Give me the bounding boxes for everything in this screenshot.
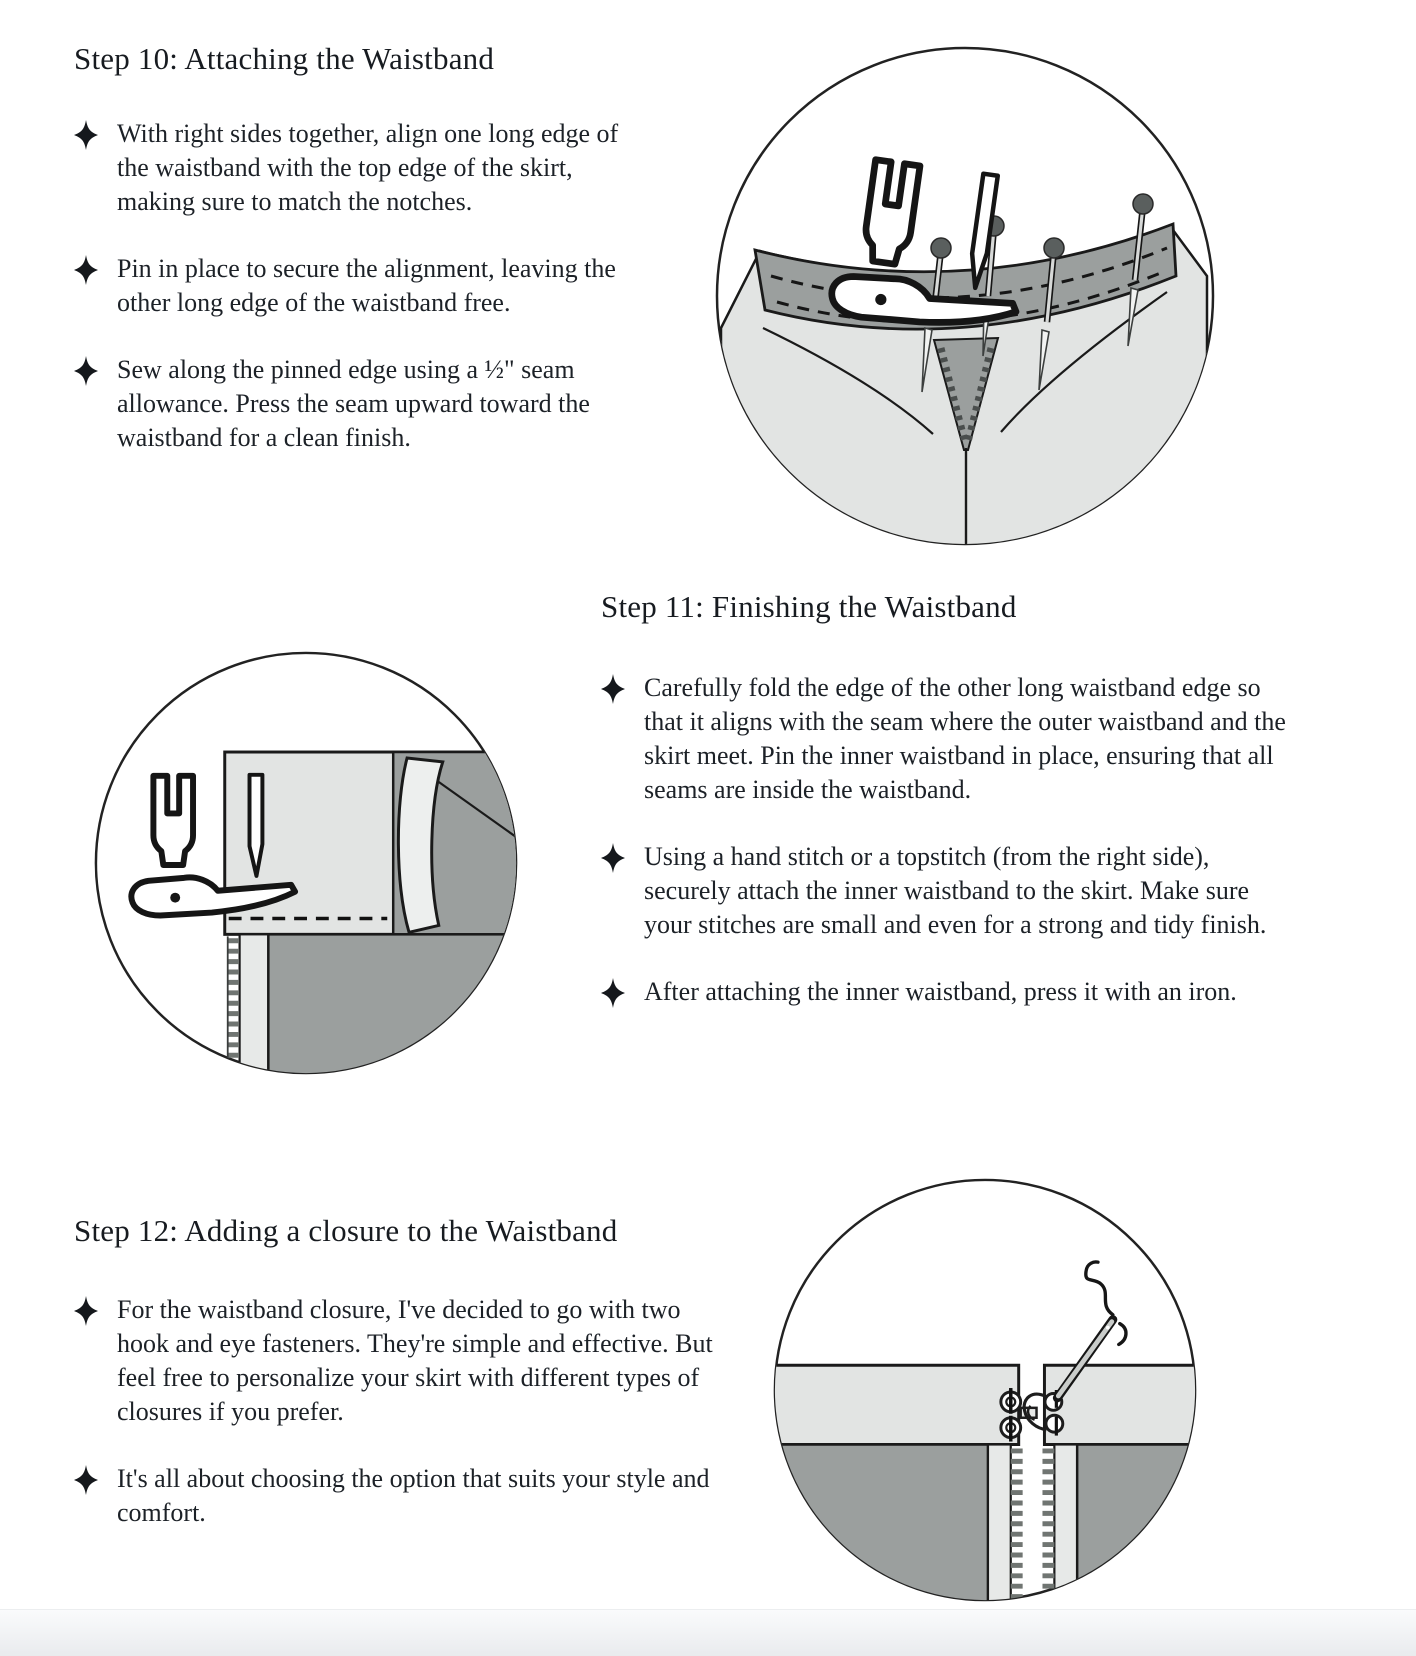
bullet-item [74,117,634,219]
bullet-item [601,671,1301,807]
bullet-text: Pin in place to secure the alignment, leaving the other long edge of the waistband free. [117,254,616,318]
bullet-text: With right sides together, align one long edge of the waistband with the top edge of the skirt, making sure to match the notches. [117,119,619,217]
step-10-heading: Step 10: Attaching the Waistband [74,41,495,76]
topstitch-illustration [88,645,524,1081]
bullet-star-icon [601,978,625,1008]
page-edge [0,1609,1416,1656]
bullet-text: Using a hand stitch or a topstitch (from the right side), securely attach the inner waistband to the skirt. Make sure your stitches are small and even for a strong and tidy finish. [644,842,1267,940]
step-11-section [601,588,1301,1042]
skirt-fabric [268,934,524,1081]
bullet-item [74,1293,734,1429]
step-12-heading: Step 12: Adding a closure to the Waistband [74,1213,618,1248]
bullet-star-icon [601,843,625,873]
skirt-panel-left [767,1445,988,1609]
step-12-section [74,1212,734,1563]
needle-icon [250,775,263,876]
zipper-tape [240,934,269,1081]
skirt-waistband-illustration [705,36,1225,556]
bullet-item [74,353,634,455]
hook-eye-illustration [767,1172,1203,1608]
zipper-tape [1054,1445,1077,1609]
bullet-text: Carefully fold the edge of the other long waistband edge so that it aligns with the seam where the outer waistband and the skirt meet. Pin the inner waistband in place, ensuring that all seams are inside the waistband. [644,673,1286,805]
bullet-star-icon [74,1296,98,1326]
step-11-heading: Step 11: Finishing the Waistband [601,589,1017,624]
skirt-panel-right [1077,1445,1203,1609]
bullet-text: For the waistband closure, I've decided to go with two hook and eye fasteners. They're simple and effective. But feel free to personalize your skirt with different types of closures if you prefer. [117,1295,713,1427]
bullet-star-icon [74,255,98,285]
bullet-star-icon [74,1465,98,1495]
bullet-item [601,840,1301,942]
bullet-item [74,1462,734,1530]
step-10-section [74,40,634,488]
bullet-star-icon [74,120,98,150]
bullet-item [601,975,1301,1009]
bullet-text: Sew along the pinned edge using a ½" seam allowance. Press the seam upward toward the waistband for a clean finish. [117,355,590,453]
bullet-star-icon [601,674,625,704]
bullet-item [74,252,634,320]
bullet-star-icon [74,356,98,386]
waistband-left [767,1365,1019,1444]
zipper-tape [988,1445,1011,1609]
bullet-text: After attaching the inner waistband, press it with an iron. [644,977,1237,1007]
bullet-text: It's all about choosing the option that suits your style and comfort. [117,1464,710,1528]
